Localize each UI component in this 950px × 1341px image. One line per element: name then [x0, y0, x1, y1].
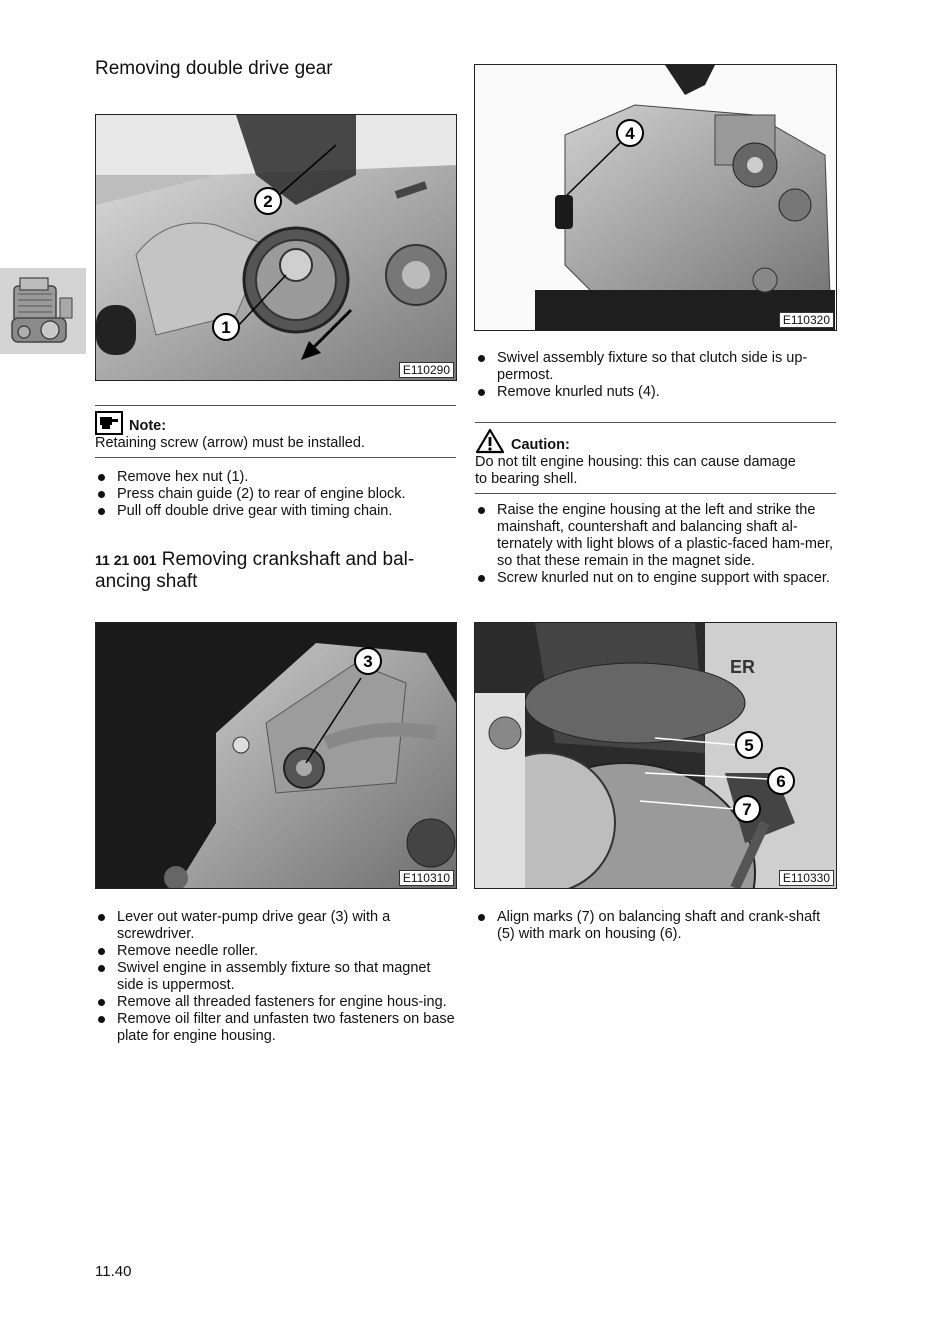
list-item: Raise the engine housing at the left and strike the mainshaft, countershaft and balancing shaft al-ternately with light blows of a plastic-faced ham-mer, so that these remain in the magnet side. — [475, 502, 837, 570]
page-number: 11.40 — [95, 1263, 132, 1280]
section-code: 11 21 001 — [95, 552, 157, 568]
callout-6: 6 — [776, 772, 786, 791]
figure-label: E110330 — [779, 870, 834, 886]
callout-1: 1 — [221, 318, 231, 337]
callout-3: 3 — [363, 652, 373, 671]
note-text: Retaining screw (arrow) must be installed. — [95, 435, 365, 451]
figure-e110330 — [474, 622, 837, 889]
note-box — [95, 405, 456, 458]
caution-box — [475, 422, 836, 494]
list-item: Lever out water-pump drive gear (3) with a screwdriver. — [95, 909, 457, 943]
figure-e110310 — [95, 622, 457, 889]
caution-text-line1: Do not tilt engine housing: this can cause damage — [475, 454, 796, 470]
note-hand-icon — [95, 411, 123, 435]
list-item: Pull off double drive gear with timing chain. — [95, 503, 457, 520]
list-item: Remove all threaded fasteners for engine hous-ing. — [95, 994, 457, 1011]
steps-crankshaft-left — [95, 909, 457, 1045]
callout-4: 4 — [625, 124, 635, 143]
figure-e110290 — [95, 114, 457, 381]
figure-label: E110320 — [779, 312, 834, 328]
section-title-line2: ancing shaft — [95, 571, 198, 592]
svg-text:ER: ER — [730, 657, 756, 677]
list-item: Align marks (7) on balancing shaft and crank-shaft (5) with mark on housing (6). — [475, 909, 837, 943]
figure-label: E110310 — [399, 870, 454, 886]
list-item: Remove knurled nuts (4). — [475, 384, 837, 401]
figure-e110320 — [474, 64, 837, 331]
list-item: Screw knurled nut on to engine support with spacer. — [475, 570, 837, 587]
engine-thumbnail-icon — [0, 268, 86, 354]
engine-photo-alignment-marks — [475, 623, 836, 888]
engine-photo-waterpump-gear — [96, 623, 456, 888]
steps-drive-gear — [95, 469, 457, 520]
steps-engine-housing — [475, 502, 837, 587]
section-title-crankshaft — [95, 549, 457, 593]
list-item: Swivel engine in assembly fixture so that magnet side is uppermost. — [95, 960, 457, 994]
caution-heading: Caution: — [511, 437, 570, 453]
figure-label: E110290 — [399, 362, 454, 378]
warning-triangle-icon — [475, 428, 505, 454]
section-title-line1: Removing crankshaft and bal- — [161, 549, 415, 570]
callout-5: 5 — [744, 736, 754, 755]
steps-clutch-side — [475, 350, 837, 401]
list-item: Remove hex nut (1). — [95, 469, 457, 486]
list-item: Press chain guide (2) to rear of engine block. — [95, 486, 457, 503]
list-item: Remove needle roller. — [95, 943, 457, 960]
callout-2: 2 — [263, 192, 273, 211]
engine-photo-drive-gear — [96, 115, 456, 380]
section-title-drive-gear: Removing double drive gear — [95, 58, 333, 79]
callout-7: 7 — [742, 800, 752, 819]
list-item: Remove oil filter and unfasten two fasteners on base plate for engine housing. — [95, 1011, 457, 1045]
engine-photo-knurled-nuts — [475, 65, 836, 330]
chapter-side-tab — [0, 268, 86, 354]
steps-alignment — [475, 909, 837, 943]
list-item: Swivel assembly fixture so that clutch side is up- permost. — [475, 350, 837, 384]
note-heading: Note: — [129, 418, 167, 434]
caution-text-line2: to bearing shell. — [475, 471, 578, 487]
